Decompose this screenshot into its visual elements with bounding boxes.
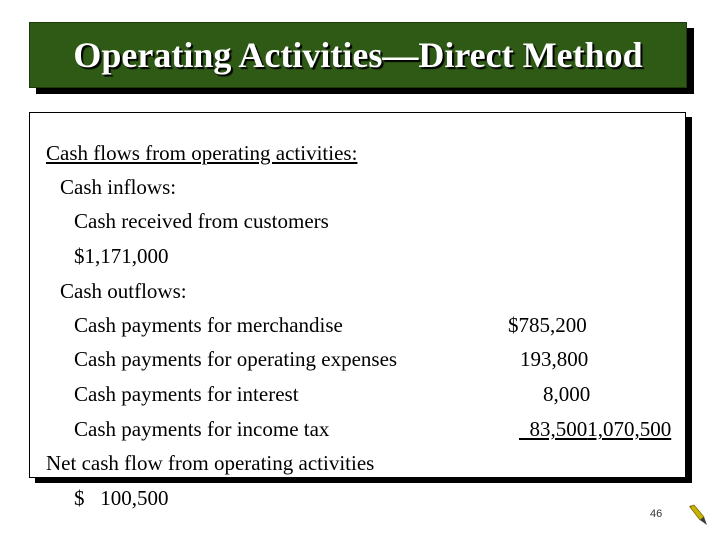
net-cash-flow-label: Net cash flow from operating activities [46,451,375,475]
page-title: Operating Activities—Direct Method [73,35,643,75]
net-cash-flow-amount: $ 100,500 [74,486,169,510]
cash-inflows-label: Cash inflows: [60,175,177,199]
received-from-customers-amount: $1,171,000 [74,244,169,268]
outflow-amount-operating-expenses: 193,800 [520,347,589,371]
outflow-amount-merchandise: $785,200 [508,313,587,337]
received-from-customers-label: Cash received from customers [74,209,329,233]
total-outflows-amount: 1,070,500 [587,417,672,441]
outflow-label-income-tax: Cash payments for income tax [74,417,330,441]
outflow-label-merchandise: Cash payments for merchandise [74,313,343,337]
outflow-amount-income-tax: 83,5001,070,500 [529,417,672,441]
outflow-label-interest: Cash payments for interest [74,382,299,406]
cash-outflows-label: Cash outflows: [60,279,187,303]
outflow-label-operating-expenses: Cash payments for operating expenses [74,347,398,371]
page-number: 46 [650,508,663,520]
operating-activities-heading: Cash flows from operating activities: [46,141,358,165]
pen-icon [686,502,712,528]
outflow-amount-interest: 8,000 [543,382,591,406]
title-bar [29,22,687,88]
